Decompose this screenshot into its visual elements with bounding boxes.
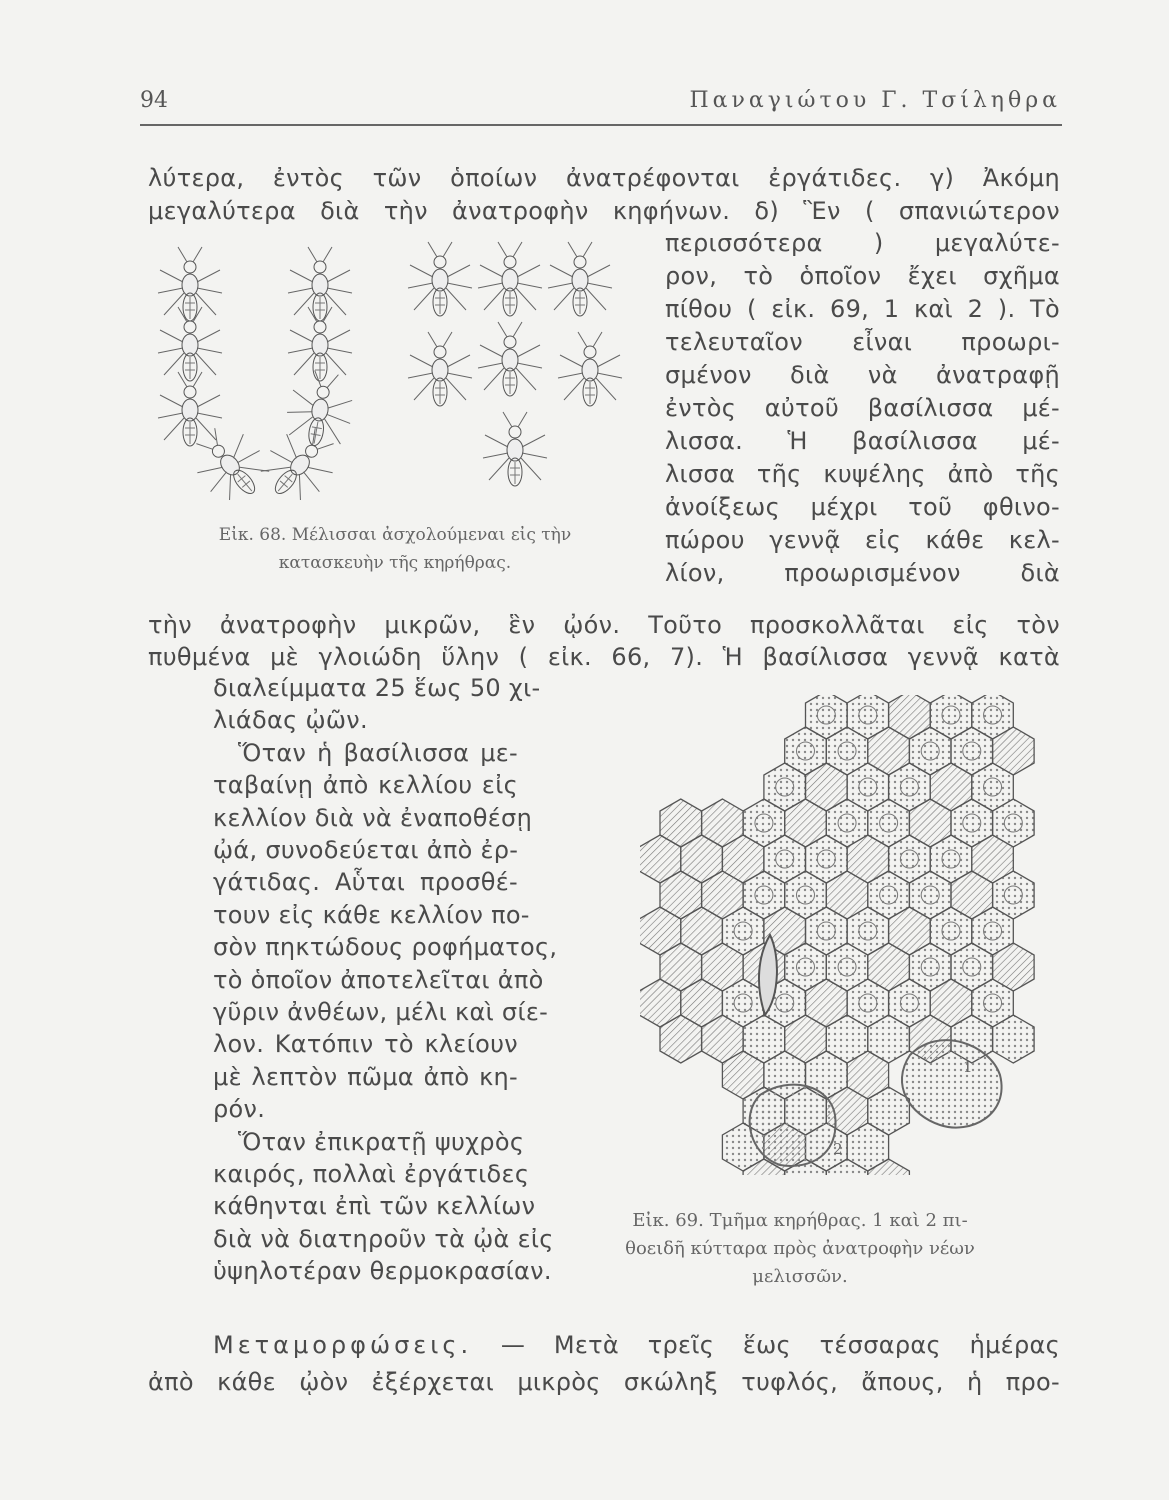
body-line: ἀπὸ κάθε ᾠὸν ἐξέρχεται μικρὸς σκώληξ τυφλός, ἄπους, ἡ προ- <box>148 1368 1060 1396</box>
body-line: ἀνοίξεως μέχρι τοῦ φθινο- <box>665 493 1060 521</box>
body-line: ρον, τὸ ὁποῖον ἔχει σχῆμα <box>665 262 1060 290</box>
figure-69-label-2: 2 <box>833 1140 843 1158</box>
body-line: λύτερα, ἐντὸς τῶν ὁποίων ἀνατρέφονται ἐργάτιδες. γ) Ἀκόμη <box>148 164 1060 192</box>
figure-68-caption-line1: Εἰκ. 68. Μέλισσαι ἀσχολούμεναι εἰς τὴν <box>218 525 572 545</box>
body-line: λον. Κατόπιν τὸ κλείουν <box>213 1030 518 1059</box>
body-line: διαλείμματα 25 ἕως 50 χι- <box>213 674 541 702</box>
body-line: τὴν ἀνατροφὴν μικρῶν, ἓν ᾠόν. Τοῦτο προσκολλᾶται εἰς τὸν <box>148 611 1060 639</box>
body-line: κάθηνται ἐπὶ τῶν κελλίων <box>213 1192 536 1221</box>
body-line: ᾠά, συνοδεύεται ἀπὸ ἐρ- <box>213 836 519 864</box>
body-line: λιάδας ᾠῶν. <box>213 706 368 735</box>
body-line: ρόν. <box>213 1095 266 1124</box>
body-line: μεγαλύτερα διὰ τὴν ἀνατροφὴν κηφήνων. δ) Ἓν ( σπανιώτερον <box>148 197 1060 225</box>
bee-icon <box>408 242 472 316</box>
body-line: πυθμένα μὲ γλοιώδη ὕλην ( εἰκ. 66, 7). Ἡ βασίλισσα γεννᾷ κατὰ <box>148 643 1060 671</box>
body-line: σμένον διὰ νὰ ἀνατραφῇ <box>665 361 1060 389</box>
figure-69-caption-line3: μελισσῶν. <box>752 1266 848 1287</box>
body-line: ἐντὸς αὐτοῦ βασίλισσα μέ- <box>665 394 1060 422</box>
body-line: Ὅταν ἐπικρατῇ ψυχρὸς <box>238 1127 525 1156</box>
running-title: Παναγιώτου Γ. Τσίληθρα <box>689 88 1061 113</box>
figure-69-honeycomb-illustration <box>640 695 1050 1175</box>
body-line: καιρός, πολλαὶ ἐργάτιδες <box>213 1160 530 1188</box>
body-line: σὸν πηκτώδους ροφήματος, <box>213 933 558 962</box>
body-line: πίθου ( εἰκ. 69, 1 καὶ 2 ). Τὸ <box>665 295 1060 323</box>
body-line: τουν εἰς κάθε κελλίον πο- <box>213 900 530 929</box>
bee-icon <box>478 322 542 396</box>
bee-icon <box>408 332 472 406</box>
body-line: πώρου γεννᾷ εἰς κάθε κελ- <box>665 526 1060 554</box>
bee-icon <box>483 412 547 486</box>
body-line: περισσότερα ) μεγαλύτε- <box>665 229 1060 257</box>
figure-68-caption-line2: κατασκευὴν τῆς κηρήθρας. <box>278 553 512 573</box>
body-line: λίον, προωρισμένον διὰ <box>665 559 1060 587</box>
body-text: — Μετὰ τρεῖς ἕως τέσσαρας ἡμέρας <box>500 1331 1060 1359</box>
bee-icon <box>548 242 612 316</box>
bee-icon <box>478 242 542 316</box>
body-line: λισσα τῆς κυψέλης ἀπὸ τῆς <box>665 460 1060 488</box>
body-line: κελλίον διὰ νὰ ἐναποθέσῃ <box>213 803 533 832</box>
bee-icon <box>288 247 352 321</box>
body-line: μὲ λεπτὸν πῶμα ἀπὸ κη- <box>213 1062 518 1091</box>
bee-icon <box>181 415 278 500</box>
body-line: γάτιδας. Αὗται προσθέ- <box>213 868 518 897</box>
figure-69-label-1: 1 <box>963 1058 973 1076</box>
bee-icon <box>558 332 622 406</box>
figure-69-caption-line1: Εἰκ. 69. Τμῆμα κηρήθρας. 1 καὶ 2 πι- <box>632 1210 968 1231</box>
body-line: τὸ ὁποῖον ἀποτελεῖται ἀπὸ <box>213 965 544 994</box>
body-line <box>213 1330 1060 1360</box>
bee-icon <box>158 372 222 446</box>
body-line: γῦριν ἀνθέων, μέλι καὶ σίε- <box>213 998 549 1026</box>
body-line: λισσα. Ἡ βασίλισσα μέ- <box>665 427 1060 455</box>
page-number: 94 <box>140 88 168 113</box>
body-line: ταβαίνῃ ἀπὸ κελλίου εἰς <box>213 771 518 800</box>
body-line: διὰ νὰ διατηροῦν τὰ ᾠὰ εἰς <box>213 1224 554 1253</box>
body-line: τελευταῖον εἶναι προωρι- <box>665 328 1060 356</box>
header-rule <box>140 124 1062 126</box>
figure-68-bees-illustration <box>150 240 650 500</box>
bee-icon <box>282 367 358 451</box>
body-line: ὑψηλοτέραν θερμοκρασίαν. <box>213 1257 552 1286</box>
figure-69-caption-line2: θοειδῆ κύτταρα πρὸς ἀνατροφὴν νέων <box>625 1238 975 1259</box>
bee-icon <box>158 247 222 321</box>
body-line: Ὅταν ἡ βασίλισσα με- <box>238 738 518 767</box>
section-title-metamorphoseis: Μεταμορφώσεις. <box>213 1331 473 1359</box>
bee-icon <box>252 415 349 500</box>
